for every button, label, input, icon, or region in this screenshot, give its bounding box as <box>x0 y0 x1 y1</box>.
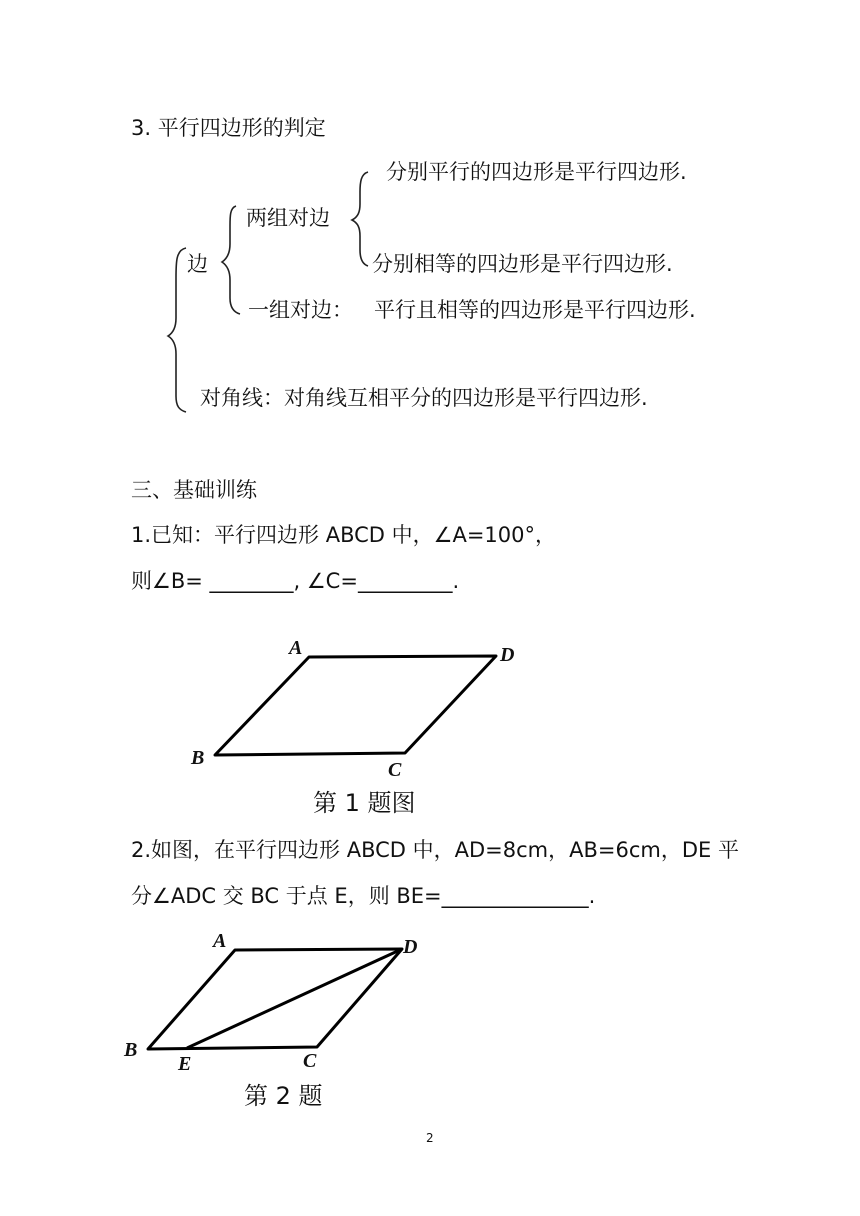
criterion-two-parallel: 分别平行的四边形是平行四边形. <box>386 160 687 184</box>
page-number: 2 <box>426 1131 434 1145</box>
q2-line2: 分∠ADC 交 BC 于点 E，则 BE=______________. <box>131 884 596 908</box>
vertex-c-label: C <box>388 759 402 781</box>
parallelogram-abcd-2 <box>148 949 402 1049</box>
figure-2-caption: 第 2 题 <box>244 1082 323 1110</box>
section-title-criteria: 3. 平行四边形的判定 <box>131 116 326 140</box>
q2-line1: 2.如图，在平行四边形 ABCD 中，AD=8cm，AB=6cm，DE 平 <box>131 838 739 862</box>
segment-de <box>187 949 402 1048</box>
criterion-one-pair: 平行且相等的四边形是平行四边形. <box>374 298 696 322</box>
vertex-c-label: C <box>303 1050 317 1072</box>
criterion-diagonal: 对角线：对角线互相平分的四边形是平行四边形. <box>200 386 648 410</box>
vertex-e-label: E <box>178 1053 192 1075</box>
section-title-basic: 三、基础训练 <box>131 478 257 502</box>
vertex-d-label: D <box>403 936 418 958</box>
label-one-pair: 一组对边： <box>248 298 353 322</box>
vertex-a-label: A <box>289 637 303 659</box>
q1-line1: 1.已知：平行四边形 ABCD 中，∠A=100°， <box>131 523 556 547</box>
vertex-b-label: B <box>124 1039 138 1061</box>
label-side: 边 <box>187 252 208 276</box>
vertex-d-label: D <box>500 644 515 666</box>
vertex-b-label: B <box>191 747 205 769</box>
vertex-a-label: A <box>213 930 227 952</box>
criterion-two-equal: 分别相等的四边形是平行四边形. <box>372 252 673 276</box>
label-two-pairs: 两组对边 <box>246 206 330 230</box>
figure-1-caption: 第 1 题图 <box>313 789 416 817</box>
q1-line2: 则∠B= ________, ∠C=_________. <box>131 569 460 593</box>
